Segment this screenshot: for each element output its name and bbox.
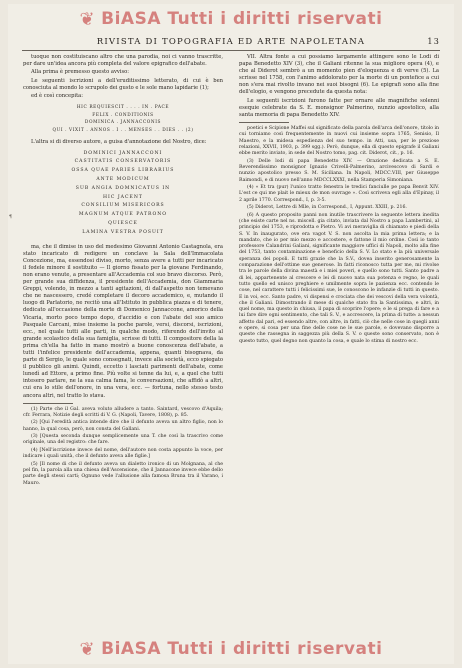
footnote-divider (239, 122, 289, 123)
inscription-line: CONSILIUM MISERICORS (81, 203, 165, 209)
paragraph: ma, che il dimise in uso del medesimo Giovanni Antonio Castagnola, era stato incaricato di redigere un conclave la Sala dell'Immacolata Concezione, ma, essendosi diviso, morto, senza avere a tutti per incaricato il fedele minore il sostituito — Il giorno fissato per la giovane Ferdinando, non erano venute, a presentare all'Accademia col suo bravo discorso. Però, per grande sua diffidenza, il presidente dell'Accademia, don Giammaria Greppi, volendo, in mezzo a tanti agitazioni, di dall'aspetto non temevano che ne nascessero, credé completare il decoro accademico, e, mutando il luogo di Parlatorio, ne recitò una all'Istituto in pubblica piazza e di tenere, dedicato all'occasione della morte di Domenico Jannaccone, amorico della Vicaria, morto poco tempo dopo, d'accidio e con l'abate del suo amico Pasquale Carcani, mise insieme la poche parole, versi, discorsi, iscrizioni, ecc., nel quale tutti alle parti, in qualche modo, riferendo dell'invito al grande scolastico della sua famiglia, scrisse di tutti. Il compositore della la prima ch'ella ha fatto in mano mostrò a buone conoscenza dell'abate, a tutti l'infelice presidente dell'accademia, appena, quanti bisognava, da parte di Sergio, le quale sono consegnati, invece alla società, ecco spiegato il pubblico gli animi. Quindi, eccetto i lasciati parimenti dell'abate, come lunedì ad Ettore, a primo fine. Più volte si tenne da lui, e, a quel che tutti intesero parlare, ne la sua calma fama, le conversazioni, che affidò a altri, cui era lo stile dell'onore, in una vera, ecc. — fortuna, nello stesso testo ancora altri, nel tratto lo stava. (23, 243, 223, 399)
running-title: RIVISTA DI TOPOGRAFIA ED ARTE NAPOLETANA (96, 37, 366, 47)
footnote-divider (23, 403, 73, 404)
inscription-line: FELIX . CONDITIONIS (92, 112, 154, 118)
footnote: (5) Diderot, Lettre di Mlle, in Correspond., I, Appunt. XXIII, p. 216. (247, 205, 407, 211)
paragraph: ed è così concepita: (31, 93, 84, 100)
inscription-heading: DOMINICI JANNACCONI (83, 150, 163, 156)
margin-mark: ¶ (9, 214, 13, 220)
watermark-text: BiASA Tutti i diritti riservati (101, 9, 383, 29)
footnote: (3) Delle lodi di papa Benedetto XIV. — Orazione dedicata a S. E. Reverendissimo monsignor Ignazio Crivelli-Palmerino, arcivescovo di Sardi e nunzio apostolico presso S. M. Siciliana. In Napoli, MDCC.VIII, per Giuseppe Raimondi, e di nuovo nell'anno MDCCLXXXI, nella Stamperia Simoniana. (239, 158, 439, 183)
left-column (23, 54, 223, 632)
paragraph: Le seguenti iscrizioni a dell'eruditissimo letterato, di cui è ben conosciuta al mondo lo scrupolo dei gusto e le sole mano lapidarie (1); (23, 77, 223, 91)
footnote: (2) [Qui l'eredità antica intende dire che il defunto aveva un altro figlio, non lo hanno, la qual cosa, però, non consta del Gallani. (23, 420, 223, 432)
inscription-one (23, 104, 223, 134)
paragraph: Alla prima è premesso questo avviso: (31, 69, 129, 76)
inscription-two (23, 150, 223, 238)
footnote: (6) A questo proposito panni non inutile trascrivere la seguente lettera inedita (che esiste carte nel ns. miscell. gia citato, inviata dal Nostro a papa Lambertini, al principio del 1753, e riprodotta e Pietro. Vi avi meraviglia di chiamato e piedi della S. V. In inaugurato, ove era vagot V. S. non ascolta la mia prima lettera; e la mandato, che io per mio mezzo e accostere, e fattone il mio ordine. Così io tanto professore Calandrini Galiani, significante maggiore uffici di Napoli, molto alla fine del 1753, tanto contaminazione e beneficio della S. V. Lo stato e la più universale speranza dei popoli. E tutti grazie che la S.V., dovea inserito generosamente la comparazione dell'ottime sue generose. In fatti riconosco tutta per me, mi rivolse tra le parole della divina maestà e i miei poveri, e quello sono tutti. Santo padre a di lei, appartenente al crescere e lei di nuovo nata sua potenza e regno, le quali tutto quello ed unisco preghiere e umilmente sopra le pazienza ecc. contendo le cose, nel carattere tutti i felicissimi sue, le conoscono le infanzie di tutti in questo. E in voi, ecc. Santo padre, vi dispensi e crociata che dei vescovi della vera volontà, che il Galiani. Dimostrando il mese di qualche stato fra la Santissima, e altri, in quel nome, ma questo in chiusa, il papa di scoprire l'opere; e le si prega di fare e a lui fare dire ogni sentimento, che tali S. V., e accrescere, la prima di tutte: a nessun affetto dal pari, ed essendo altre, con altre, in fatti, ciò che nelle cose in quegli anni e opere, si cosa per una fine delle cose ne le sue parole, e dovevano disporre a queste che rassegna in saggezza più della S. V. o queste sono conservato, non è questo tutto, quel degno non quanto la cosa, e quale lo stima di nostro ecc. (239, 212, 439, 344)
watermark-banner-top (8, 4, 454, 34)
watermark-logo-icon: ❦ (79, 638, 96, 660)
footnote: poetici e Scipione Maffei sul significato della parola dell'arca dell'onore, titolo in cui torniamo così frequentemente in nuovi cui insieme sopra 1765, Senisio, Il Maestro, e la midesa espedienza del suo tempo. in Atti, usa, per le preziose relazioni, XXVII, 1903, p. 399 sgg.). Però, dunque, ella di questo epigrafe il Galiani ebbe merito inviato, in sede del Nostro tomo, pag. cit. Diderot, cit., p. 16. (239, 126, 439, 157)
inscription-line: OSSA QUAE PARIES LIBRARIUS (71, 168, 175, 174)
page-header (22, 34, 440, 51)
paragraph: Le seguenti iscrizioni furono fatte per ornare alle magnifiche solenni esequie celebrate da S. E. monsignor Palmerino, nunzio apostolico, alla santa memoria di papa Benedetto XIV. (239, 97, 439, 118)
paragraph: VII. Altra fonte a cui possiamo largamente attingere sono le Lodi di papa Benedetto XIV (3), che il Galiani ritenne la sua migliore opera (4), e che al Diderot sembrò a un momento pien d'eloquenza e di verve (5). La scrisse nel 1758, con l'animo addolorato per la morte di un pontefice a cui non s'era mai rivolto invano nei suoi bisogni (6). Le epigrafi sono alla fine dell'elogio, e vengono precedute da questa nota: (239, 54, 439, 96)
right-column (239, 54, 439, 632)
watermark-banner-bottom (8, 634, 454, 664)
footnote: (4) « Et tra (pur) l'unico tratto fenestra le tredici fanciulle pe papa Benvit XIV. L'est ce qui me plait le mieux de mon ouvrage ». Così scriveva egli alla d'Epinay, il 2 aprile 1770. Correspond., I, p. 3-5. (239, 185, 439, 203)
footnote: (1) Parte che il Gal. aveva voluto alludere a tanto. Saintard, vescovo d'Aquila; cfr. Ferrara, Notizie degli scritti di V. G. (Napoli, Tavere, 1808), p. 85. (23, 406, 223, 418)
footnote: (3) [Questa seconda dunque semplicemente una T. che così la trascrivo come originale, una del registro: che fare. (23, 434, 223, 446)
page-number: 13 (427, 37, 440, 46)
footnote: (5) [Il nome di che il defunto aveva un dialetto ironico di un Molgnana, al che pel fin, la parola alla una chiesa dell'Ascensione, che il Jannacone invece ebbe dello parte degli stessi carti; Ognuno vede l'allusione alla famosa Bruna tra il Varano, i Mauro. (23, 461, 223, 486)
footnote: (4) [Nell'iscrizione invece del nome, dell'autore non costa appunto la voce, per indicare i quali unità, che il defunto aveva alle figlie.] (23, 447, 223, 460)
inscription-line: QUI . VIXIT . ANNOS . I . . MENSES . . DIES . . (2) (52, 127, 194, 133)
inscription-line: MAGNUM ATQUE PATRONO (78, 212, 168, 218)
inscription-line: ANTE MODICUM (96, 176, 150, 182)
watermark-logo-icon: ❦ (79, 8, 96, 30)
inscription-line: HIC JACENT (103, 194, 143, 200)
inscription-line: CASTITATIS CONSERVATORIS (74, 159, 172, 165)
watermark-text: BiASA Tutti i diritti riservati (101, 639, 383, 659)
inscription-line: HIC REQUIESCIT . . . . IN . PACE (76, 105, 170, 111)
document-page (8, 4, 454, 664)
paragraph: tuoque non costituiscano altro che una parodia, noi ci vanno trascritte, per dare un'idea ancora più completa del valore epigrafico dell'abate. (23, 54, 223, 68)
inscription-line: DOMINICA . JANNACCONIS (84, 120, 162, 126)
paragraph: L'altra si di diverso autore, a guisa d'annotazione del Nostro, dice: (31, 138, 207, 145)
inscription-line: QUIESCE (108, 220, 138, 226)
inscription-line: SUB ANGIA DOMNICATUS IN (75, 185, 171, 191)
inscription-line: LAMINA VESTRA POSUIT (82, 229, 164, 235)
